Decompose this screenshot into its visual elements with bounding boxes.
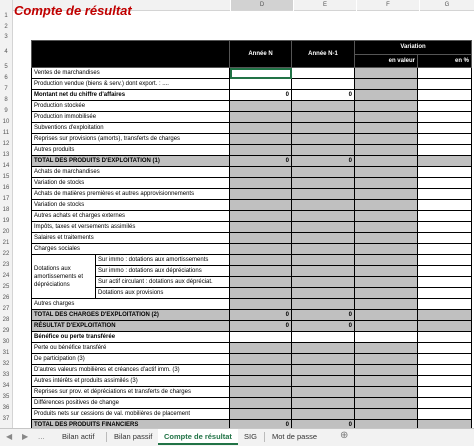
cell[interactable]: [292, 222, 355, 233]
row-number[interactable]: 8: [4, 97, 8, 103]
tab-bilan-passif[interactable]: Bilan passif: [114, 432, 153, 441]
cell[interactable]: [292, 354, 355, 365]
table-row-total: [32, 156, 472, 167]
row-number[interactable]: 1: [4, 13, 8, 19]
row-number[interactable]: 2: [4, 24, 8, 30]
row-number[interactable]: 11: [2, 130, 10, 136]
cell[interactable]: [355, 288, 418, 299]
row-label[interactable]: Montant net du chiffre d'affaires: [32, 90, 230, 101]
header-row: [32, 41, 472, 55]
cell[interactable]: 0: [292, 420, 355, 429]
row-label[interactable]: Sur immo : dotations aux dépréciations: [96, 266, 230, 277]
cell[interactable]: [230, 167, 292, 178]
cell[interactable]: [292, 123, 355, 134]
cell[interactable]: [230, 387, 292, 398]
table-row: [32, 101, 472, 112]
cell[interactable]: [355, 123, 418, 134]
cell[interactable]: [418, 365, 472, 376]
cell[interactable]: [292, 178, 355, 189]
table-row: [32, 145, 472, 156]
cell[interactable]: [418, 145, 472, 156]
cell[interactable]: [292, 365, 355, 376]
row-number[interactable]: 23: [2, 262, 10, 268]
cell[interactable]: [355, 277, 418, 288]
cell[interactable]: [418, 343, 472, 354]
cell[interactable]: [292, 299, 355, 310]
row-number[interactable]: 14: [2, 163, 10, 169]
cell[interactable]: [355, 398, 418, 409]
cell[interactable]: [230, 376, 292, 387]
row-number[interactable]: 5: [4, 64, 8, 70]
cell[interactable]: [355, 101, 418, 112]
cell[interactable]: [230, 277, 292, 288]
table-row-total: [32, 420, 472, 429]
row-number[interactable]: 12: [2, 141, 10, 147]
cell[interactable]: [355, 310, 418, 321]
row-label[interactable]: De participation (3): [32, 354, 230, 365]
cell[interactable]: [292, 277, 355, 288]
cell[interactable]: [418, 398, 472, 409]
row-label[interactable]: Achats de marchandises: [32, 167, 230, 178]
tab-mot-de-passe[interactable]: Mot de passe: [272, 432, 318, 441]
row-label[interactable]: Salaires et traitements: [32, 233, 230, 244]
cell[interactable]: [418, 222, 472, 233]
table-row: [32, 387, 472, 398]
row-number[interactable]: 6: [4, 75, 8, 81]
cell[interactable]: [355, 244, 418, 255]
row-label[interactable]: Autres charges: [32, 299, 230, 310]
cell[interactable]: [292, 343, 355, 354]
table-row: [32, 112, 472, 123]
tab-separator: [264, 432, 265, 442]
row-number[interactable]: 36: [2, 405, 10, 411]
cell[interactable]: [355, 167, 418, 178]
table-row: [32, 277, 472, 288]
table-row: [32, 365, 472, 376]
cell[interactable]: [230, 299, 292, 310]
row-number[interactable]: 16: [2, 185, 10, 191]
row-label[interactable]: Variation de stocks: [32, 200, 230, 211]
cell[interactable]: [355, 332, 418, 343]
table-row: [32, 200, 472, 211]
row-label[interactable]: Variation de stocks: [32, 178, 230, 189]
dotations-group-label[interactable]: Dotations aux amortissements et dépréciations: [32, 255, 96, 299]
cell[interactable]: [418, 376, 472, 387]
table-row: [32, 167, 472, 178]
header-blank-cell[interactable]: [32, 41, 230, 68]
cell[interactable]: [230, 332, 292, 343]
table-row: [32, 332, 472, 343]
row-number[interactable]: 22: [2, 251, 10, 257]
cell[interactable]: [418, 288, 472, 299]
cell[interactable]: 0: [230, 321, 292, 332]
tab-scroll-left-icon[interactable]: ◀: [6, 432, 13, 441]
table-row: [32, 123, 472, 134]
cell[interactable]: [230, 178, 292, 189]
cell[interactable]: [355, 420, 418, 429]
cell[interactable]: [418, 178, 472, 189]
table-row: [32, 376, 472, 387]
tab-separator: [106, 432, 107, 442]
cell[interactable]: [230, 222, 292, 233]
cell[interactable]: 0: [230, 420, 292, 429]
row-number[interactable]: 19: [2, 218, 10, 224]
cell[interactable]: [230, 134, 292, 145]
cell[interactable]: [355, 409, 418, 420]
row-label[interactable]: Bénéfice ou perte transférée: [32, 332, 230, 343]
row-label[interactable]: Sur immo : dotations aux amortissements: [96, 255, 230, 266]
row-number[interactable]: 21: [2, 240, 10, 246]
cell[interactable]: 0: [292, 310, 355, 321]
cell[interactable]: 0: [230, 90, 292, 101]
cell[interactable]: [355, 233, 418, 244]
cell[interactable]: [230, 354, 292, 365]
cell[interactable]: [355, 365, 418, 376]
row-label[interactable]: Production stockée: [32, 101, 230, 112]
header-annee-n[interactable]: Année N: [230, 41, 292, 68]
header-en-pct[interactable]: en %: [418, 54, 472, 68]
row-label[interactable]: Subventions d'exploitation: [32, 123, 230, 134]
table-row-total: [32, 310, 472, 321]
cell[interactable]: 0: [292, 90, 355, 101]
row-number[interactable]: 9: [4, 108, 8, 114]
cell[interactable]: [292, 112, 355, 123]
cell[interactable]: [292, 145, 355, 156]
cell[interactable]: [230, 398, 292, 409]
cell[interactable]: 0: [292, 321, 355, 332]
row-number[interactable]: 30: [2, 339, 10, 345]
row-label[interactable]: Autres intérêts et produits assimilés (3): [32, 376, 230, 387]
header-annee-n1[interactable]: Année N-1: [292, 41, 355, 68]
cell[interactable]: [292, 200, 355, 211]
row-number[interactable]: 13: [2, 152, 10, 158]
cell[interactable]: [292, 376, 355, 387]
table-row: [32, 79, 472, 90]
cell[interactable]: [355, 299, 418, 310]
row-label[interactable]: Reprises sur prov. et dépréciations et transferts de charges: [32, 387, 230, 398]
table-row: [32, 288, 472, 299]
cell[interactable]: [292, 266, 355, 277]
tab-compte-de-resultat[interactable]: Compte de résultat: [158, 429, 238, 445]
cell[interactable]: [292, 387, 355, 398]
row-number[interactable]: 24: [2, 273, 10, 279]
cell[interactable]: [292, 211, 355, 222]
row-label[interactable]: Autres produits: [32, 145, 230, 156]
column-header-d[interactable]: D: [231, 0, 293, 11]
cell[interactable]: [418, 68, 472, 79]
table-row: [32, 398, 472, 409]
cell[interactable]: [292, 255, 355, 266]
cell[interactable]: [292, 233, 355, 244]
column-header-f[interactable]: F: [357, 0, 419, 11]
row-label[interactable]: TOTAL DES PRODUITS D'EXPLOITATION (1): [32, 156, 230, 167]
row-label[interactable]: RÉSULTAT D'EXPLOITATION: [32, 321, 230, 332]
table-row: [32, 90, 472, 101]
cell[interactable]: [230, 255, 292, 266]
row-label[interactable]: Impôts, taxes et versements assimilés: [32, 222, 230, 233]
cell[interactable]: [418, 321, 472, 332]
cell[interactable]: [292, 288, 355, 299]
cell[interactable]: [230, 79, 292, 90]
row-label[interactable]: Charges sociales: [32, 244, 230, 255]
cell[interactable]: [418, 299, 472, 310]
cell[interactable]: [418, 101, 472, 112]
tab-scroll-right-icon[interactable]: ▶: [22, 432, 29, 441]
cell[interactable]: [355, 145, 418, 156]
cell[interactable]: [230, 409, 292, 420]
cell[interactable]: [292, 167, 355, 178]
row-number[interactable]: 3: [4, 34, 8, 40]
cell[interactable]: [230, 233, 292, 244]
row-label[interactable]: Perte ou bénéfice transféré: [32, 343, 230, 354]
cell[interactable]: [230, 101, 292, 112]
cell[interactable]: [355, 90, 418, 101]
cell[interactable]: [418, 123, 472, 134]
cell[interactable]: [230, 145, 292, 156]
row-label[interactable]: Produits nets sur cessions de val. mobilières de placement: [32, 409, 230, 420]
cell[interactable]: [418, 90, 472, 101]
table-row: [32, 299, 472, 310]
column-header-g[interactable]: G: [420, 0, 474, 11]
row-number[interactable]: 37: [2, 416, 10, 422]
cell[interactable]: [230, 365, 292, 376]
tab-bilan-actif[interactable]: Bilan actif: [62, 432, 95, 441]
row-label[interactable]: Production vendue (biens & serv.) dont export. : ....: [32, 79, 230, 90]
table-row: [32, 222, 472, 233]
row-label[interactable]: Différences positives de change: [32, 398, 230, 409]
cell[interactable]: [418, 387, 472, 398]
cell[interactable]: [292, 101, 355, 112]
header-variation[interactable]: Variation: [355, 41, 472, 55]
cell[interactable]: [418, 255, 472, 266]
cell[interactable]: [292, 409, 355, 420]
row-headers: [0, 0, 13, 428]
row-label[interactable]: Production immobilisée: [32, 112, 230, 123]
cell[interactable]: [355, 211, 418, 222]
cell[interactable]: [418, 409, 472, 420]
table-row: [32, 211, 472, 222]
cell[interactable]: [230, 244, 292, 255]
tab-sig[interactable]: SIG: [244, 432, 257, 441]
row-number[interactable]: 33: [2, 372, 10, 378]
row-label[interactable]: Reprises sur provisions (amorts), transferts de charges: [32, 134, 230, 145]
table-row: [32, 134, 472, 145]
table-row: [32, 189, 472, 200]
cell[interactable]: [355, 387, 418, 398]
row-number[interactable]: 10: [2, 119, 10, 125]
cell[interactable]: [418, 277, 472, 288]
cell[interactable]: [355, 178, 418, 189]
row-label[interactable]: Sur actif circulant : dotations aux dépréciat.: [96, 277, 230, 288]
cell[interactable]: 0: [230, 156, 292, 167]
sheet-tab-bar: [0, 428, 474, 446]
cell[interactable]: [418, 211, 472, 222]
table-row: [32, 233, 472, 244]
cell[interactable]: [292, 398, 355, 409]
sheet-title: Compte de résultat: [14, 3, 132, 18]
cell[interactable]: [230, 200, 292, 211]
cell[interactable]: [292, 134, 355, 145]
cell[interactable]: [418, 420, 472, 429]
add-sheet-icon[interactable]: ⊕: [340, 430, 349, 441]
table-row: [32, 354, 472, 365]
row-number[interactable]: 35: [2, 394, 10, 400]
row-number[interactable]: 27: [2, 306, 10, 312]
cell[interactable]: [418, 134, 472, 145]
cell[interactable]: [418, 200, 472, 211]
row-number[interactable]: 4: [4, 49, 8, 55]
row-number[interactable]: 28: [2, 317, 10, 323]
cell[interactable]: [292, 68, 355, 79]
row-number[interactable]: 25: [2, 284, 10, 290]
cell[interactable]: [292, 79, 355, 90]
row-label[interactable]: TOTAL DES PRODUITS FINANCIERS: [32, 420, 230, 429]
row-label[interactable]: Dotations aux provisions: [96, 288, 230, 299]
cell[interactable]: [355, 79, 418, 90]
cell[interactable]: [418, 79, 472, 90]
cell[interactable]: [230, 343, 292, 354]
cell[interactable]: [230, 211, 292, 222]
cell[interactable]: [230, 189, 292, 200]
cell[interactable]: [355, 68, 418, 79]
table-row: [32, 255, 472, 266]
row-label[interactable]: Autres achats et charges externes: [32, 211, 230, 222]
row-number[interactable]: 31: [2, 350, 10, 356]
cell[interactable]: [355, 156, 418, 167]
cell[interactable]: 0: [292, 156, 355, 167]
cell[interactable]: [418, 244, 472, 255]
table-row: [32, 266, 472, 277]
table-row: [32, 343, 472, 354]
cell[interactable]: [418, 189, 472, 200]
row-number[interactable]: 17: [2, 196, 10, 202]
selected-cell[interactable]: [230, 68, 292, 79]
cell[interactable]: [230, 288, 292, 299]
cell[interactable]: 0: [230, 310, 292, 321]
cell[interactable]: [355, 255, 418, 266]
cell[interactable]: [418, 354, 472, 365]
row-label[interactable]: D'autres valeurs mobilières et créances d'actif imm. (3): [32, 365, 230, 376]
cell[interactable]: [355, 266, 418, 277]
cell[interactable]: [355, 189, 418, 200]
table-row: [32, 68, 472, 79]
cell[interactable]: [292, 332, 355, 343]
cell[interactable]: [230, 112, 292, 123]
cell[interactable]: [292, 189, 355, 200]
table-row: [32, 178, 472, 189]
column-header-e[interactable]: E: [294, 0, 356, 11]
row-number[interactable]: 26: [2, 295, 10, 301]
table-row: [32, 409, 472, 420]
row-number[interactable]: 32: [2, 361, 10, 367]
table-row: [32, 244, 472, 255]
cell[interactable]: [355, 134, 418, 145]
header-en-valeur[interactable]: en valeur: [355, 54, 418, 68]
cell[interactable]: [355, 222, 418, 233]
row-number[interactable]: 20: [2, 229, 10, 235]
cell[interactable]: [230, 266, 292, 277]
cell[interactable]: [418, 167, 472, 178]
cell[interactable]: [418, 310, 472, 321]
cell[interactable]: [418, 156, 472, 167]
cell[interactable]: [355, 376, 418, 387]
row-number[interactable]: 34: [2, 383, 10, 389]
cell[interactable]: [355, 112, 418, 123]
row-label[interactable]: Ventes de marchandises: [32, 68, 230, 79]
row-number[interactable]: 15: [2, 174, 10, 180]
more-tabs-icon[interactable]: ...: [38, 432, 45, 441]
table-row-total: [32, 321, 472, 332]
cell[interactable]: [355, 343, 418, 354]
cell[interactable]: [418, 332, 472, 343]
cell[interactable]: [355, 354, 418, 365]
cell[interactable]: [418, 233, 472, 244]
cell[interactable]: [355, 321, 418, 332]
income-statement-table: [31, 40, 472, 428]
cell[interactable]: [292, 244, 355, 255]
row-number[interactable]: 18: [2, 207, 10, 213]
row-number[interactable]: 29: [2, 328, 10, 334]
row-number[interactable]: 7: [4, 86, 8, 92]
cell[interactable]: [418, 266, 472, 277]
cell[interactable]: [355, 200, 418, 211]
cell[interactable]: [418, 112, 472, 123]
cell[interactable]: [230, 123, 292, 134]
row-label[interactable]: Achats de matières premières et autres approvisionnements: [32, 189, 230, 200]
row-label[interactable]: TOTAL DES CHARGES D'EXPLOITATION (2): [32, 310, 230, 321]
